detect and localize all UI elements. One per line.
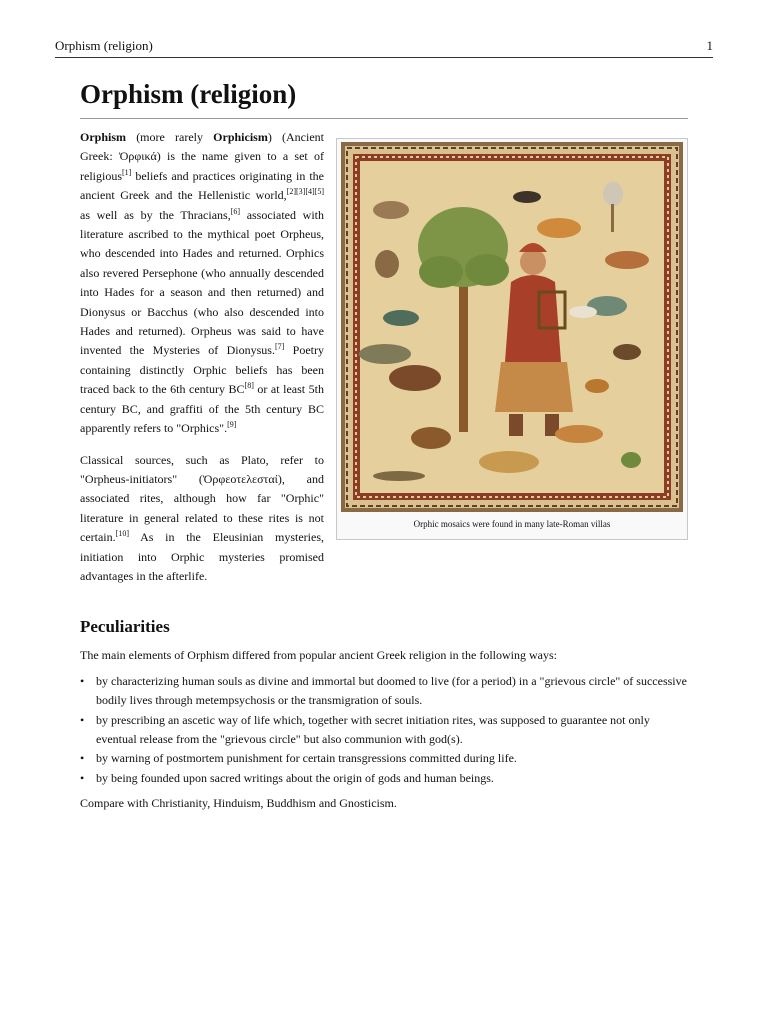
page-number: 1 [706, 38, 713, 53]
orpheus-mosaic-image [341, 142, 683, 512]
peculiarities-list [80, 672, 688, 788]
citation-ref[interactable]: [1] [122, 167, 132, 177]
title-divider [80, 118, 688, 119]
text-span: associated with literature ascribed to the mythical poet Orpheus, who descended into Hades and returned. Orphics also revered Persephone (who annually descended into Hades for a season and then returned) and Dionysus or Bacchus (who also descended into Hades and returned). Orpheus was said to have invented the Mysteries of Dionysus. [80, 207, 324, 358]
text-span: (more rarely [126, 130, 214, 144]
running-header [55, 37, 713, 58]
figure-mosaic [336, 138, 688, 540]
running-title: Orphism (religion) [55, 38, 153, 53]
section-intro: The main elements of Orphism differed from popular ancient Greek religion in the following ways: [80, 648, 557, 663]
citation-ref[interactable]: [6] [230, 206, 241, 216]
citation-ref[interactable]: [7] [274, 342, 285, 352]
list-item: • by being founded upon sacred writings about the origin of gods and human beings. [80, 769, 688, 788]
page-title: Orphism (religion) [80, 79, 297, 109]
text-span: As in the Eleusinian mysteries, initiation into Orphic mysteries promised advantages in the afterlife. [80, 530, 324, 583]
text-span: Classical sources, such as Plato, refer to "Orpheus-initiators" (Ὀρφεοτελεσταί), and associated rites, although how far "Orphic" literature in general related to these rites is not certain. [80, 452, 324, 545]
text-span: as well as by the Thracians, [80, 207, 231, 222]
figure-caption: Orphic mosaics were found in many late-Roman villas [413, 519, 611, 529]
list-item: • by prescribing an ascetic way of life which, together with secret initiation rites, was supposed to guarantee not only eventual release from the "grievous circle" but also communion with god(s). [80, 711, 688, 750]
list-item: • by warning of postmortem punishment for certain transgressions committed during life. [80, 749, 688, 768]
list-item: • by characterizing human souls as divine and immortal but doomed to live (for a period) in a "grievous circle" of successive bodily lives through metempsychosis or the transmigration of souls. [80, 672, 688, 711]
text-span: or at least 5th century BC, and graffiti of the 5th century BC apparently refers to "Orphics". [80, 382, 325, 436]
citation-ref[interactable]: [10] [115, 529, 129, 539]
article-body [80, 128, 688, 826]
term-orphism: Orphism [80, 130, 127, 144]
section-heading-peculiarities: Peculiarities [80, 617, 170, 637]
citation-ref[interactable]: [2][3][4][5] [286, 187, 324, 197]
compare-note: Compare with Christianity, Hinduism, Buddhism and Gnosticism. [80, 796, 397, 811]
text-span: Poetry containing distinctly Orphic beliefs has been traced back to the 6th century BC [80, 343, 324, 397]
text-span: beliefs and practices originating in the ancient Greek and the Hellenistic world, [80, 168, 324, 203]
citation-ref[interactable]: [8] [244, 381, 254, 391]
citation-ref[interactable]: [9] [227, 420, 237, 430]
text-span: ) (Ancient Greek: Ὀρφικά) is the name given to a set of religious [80, 130, 324, 183]
term-orphicism: Orphicism [213, 130, 268, 144]
